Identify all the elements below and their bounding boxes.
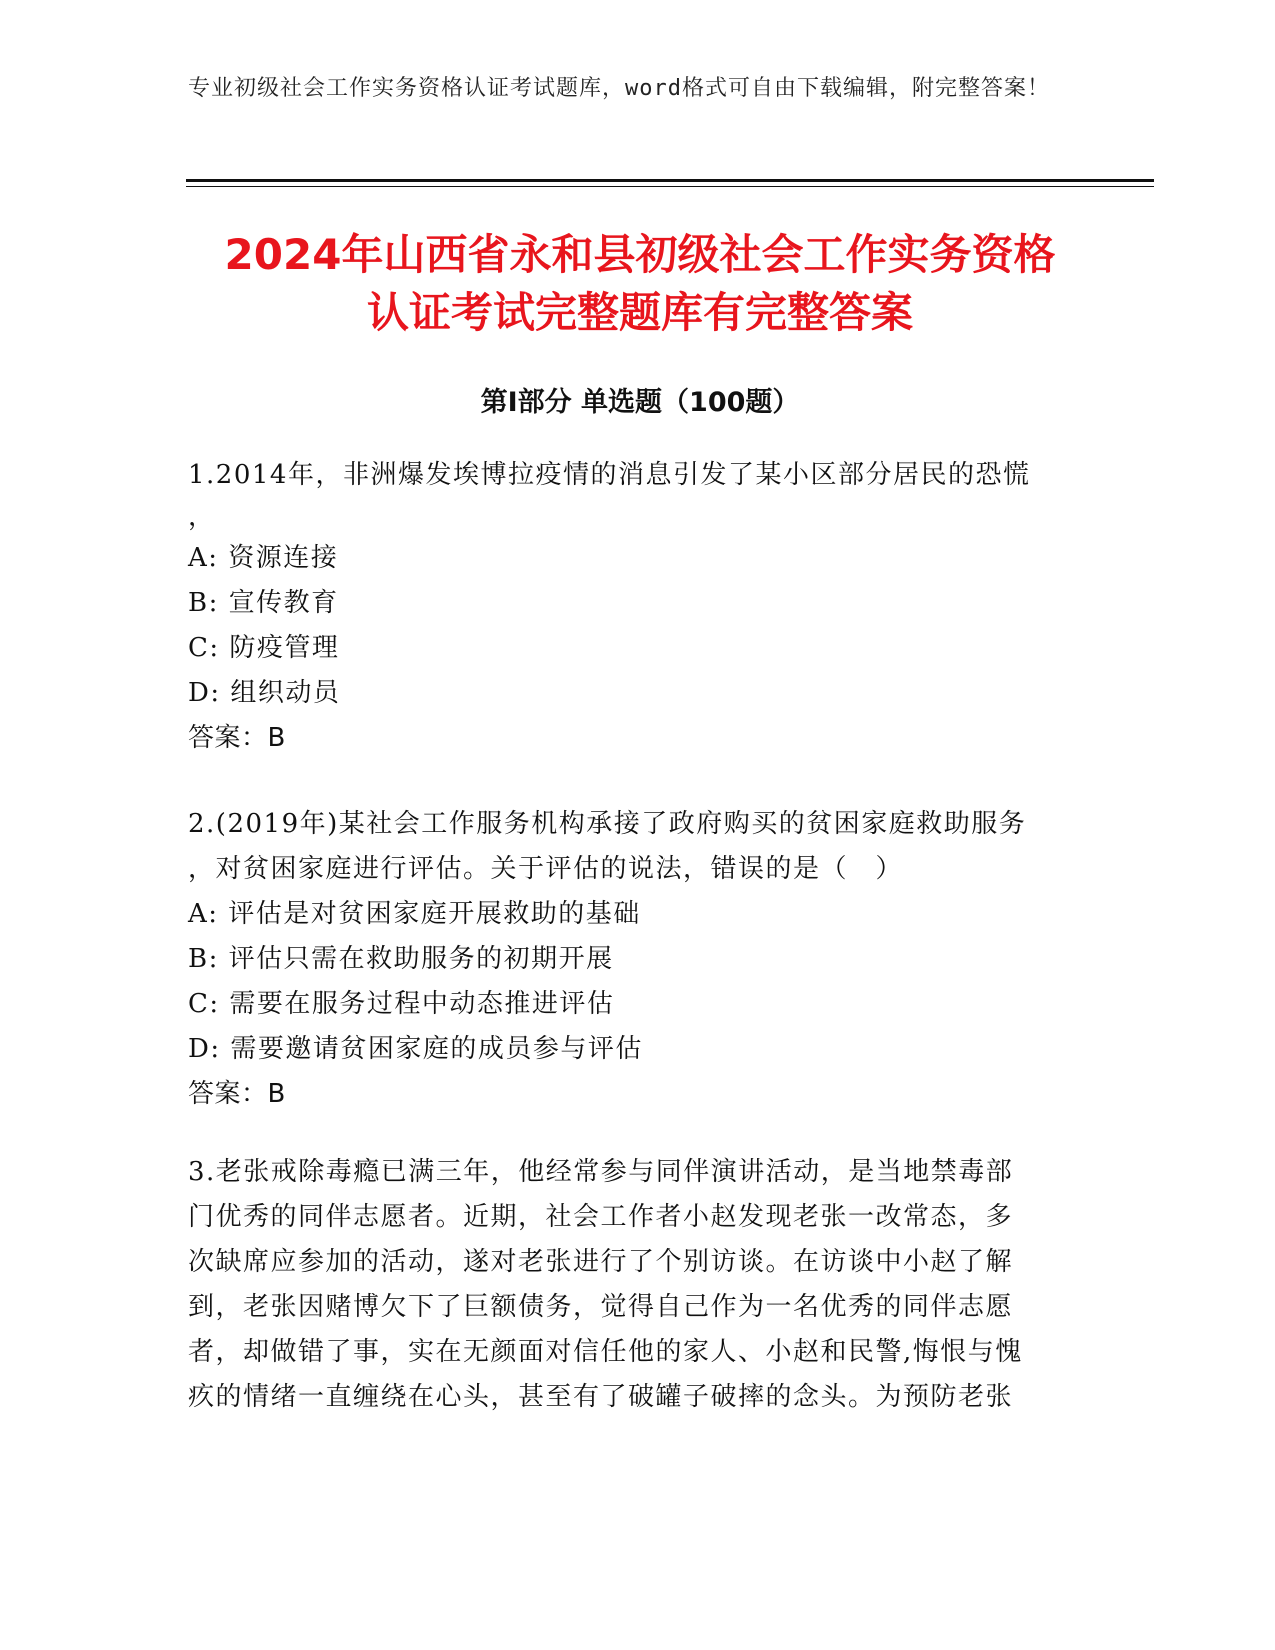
question-2 [188, 802, 1088, 1117]
header-note: 专业初级社会工作实务资格认证考试题库，word格式可自由下载编辑，附完整答案！ [188, 76, 1050, 101]
option-d: D: 需要邀请贫困家庭的成员参与评估 [188, 1034, 643, 1064]
header-rule-thin [186, 186, 1154, 187]
question-stem-line: 3.老张戒除毒瘾已满三年，他经常参与同伴演讲活动，是当地禁毒部 [188, 1157, 1014, 1187]
question-stem-line: 2.(2019年)某社会工作服务机构承接了政府购买的贫困家庭救助服务 [188, 809, 1027, 839]
option-a: A: 资源连接 [188, 543, 339, 573]
title-line-2: 认证考试完整题库有完整答案 [366, 288, 913, 337]
question-stem-line: ， [188, 502, 216, 532]
option-d: D: 组织动员 [188, 678, 341, 708]
title-line-1: 2024年山西省永和县初级社会工作实务资格 [224, 230, 1056, 279]
answer: 答案：B [188, 1079, 286, 1109]
question-stem-line: 门优秀的同伴志愿者。近期，社会工作者小赵发现老张一改常态，多 [188, 1202, 1014, 1232]
option-c: C: 需要在服务过程中动态推进评估 [188, 989, 615, 1019]
page-title [140, 226, 1140, 342]
answer: 答案：B [188, 723, 286, 753]
question-stem-line: ，对贫困家庭进行评估。关于评估的说法，错误的是（ ） [188, 854, 904, 884]
question-stem-line: 疚的情绪一直缠绕在心头，甚至有了破罐子破摔的念头。为预防老张 [188, 1382, 1014, 1412]
option-a: A: 评估是对贫困家庭开展救助的基础 [188, 899, 641, 929]
question-1 [188, 453, 1088, 761]
question-stem-line: 1.2014年，非洲爆发埃博拉疫情的消息引发了某小区部分居民的恐慌 [188, 460, 1031, 490]
section-title: 第Ⅰ部分 单选题（100题） [480, 387, 800, 418]
option-b: B: 宣传教育 [188, 588, 339, 618]
question-stem-line: 次缺席应参加的活动，遂对老张进行了个别访谈。在访谈中小赵了解 [188, 1247, 1014, 1277]
question-stem-line: 者，却做错了事，实在无颜面对信任他的家人、小赵和民警,悔恨与愧 [188, 1337, 1023, 1367]
option-c: C: 防疫管理 [188, 633, 340, 663]
option-b: B: 评估只需在救助服务的初期开展 [188, 944, 614, 974]
question-stem-line: 到，老张因赌博欠下了巨额债务，觉得自己作为一名优秀的同伴志愿 [188, 1292, 1014, 1322]
question-3 [188, 1150, 1088, 1420]
header-rule-thick [186, 179, 1154, 182]
